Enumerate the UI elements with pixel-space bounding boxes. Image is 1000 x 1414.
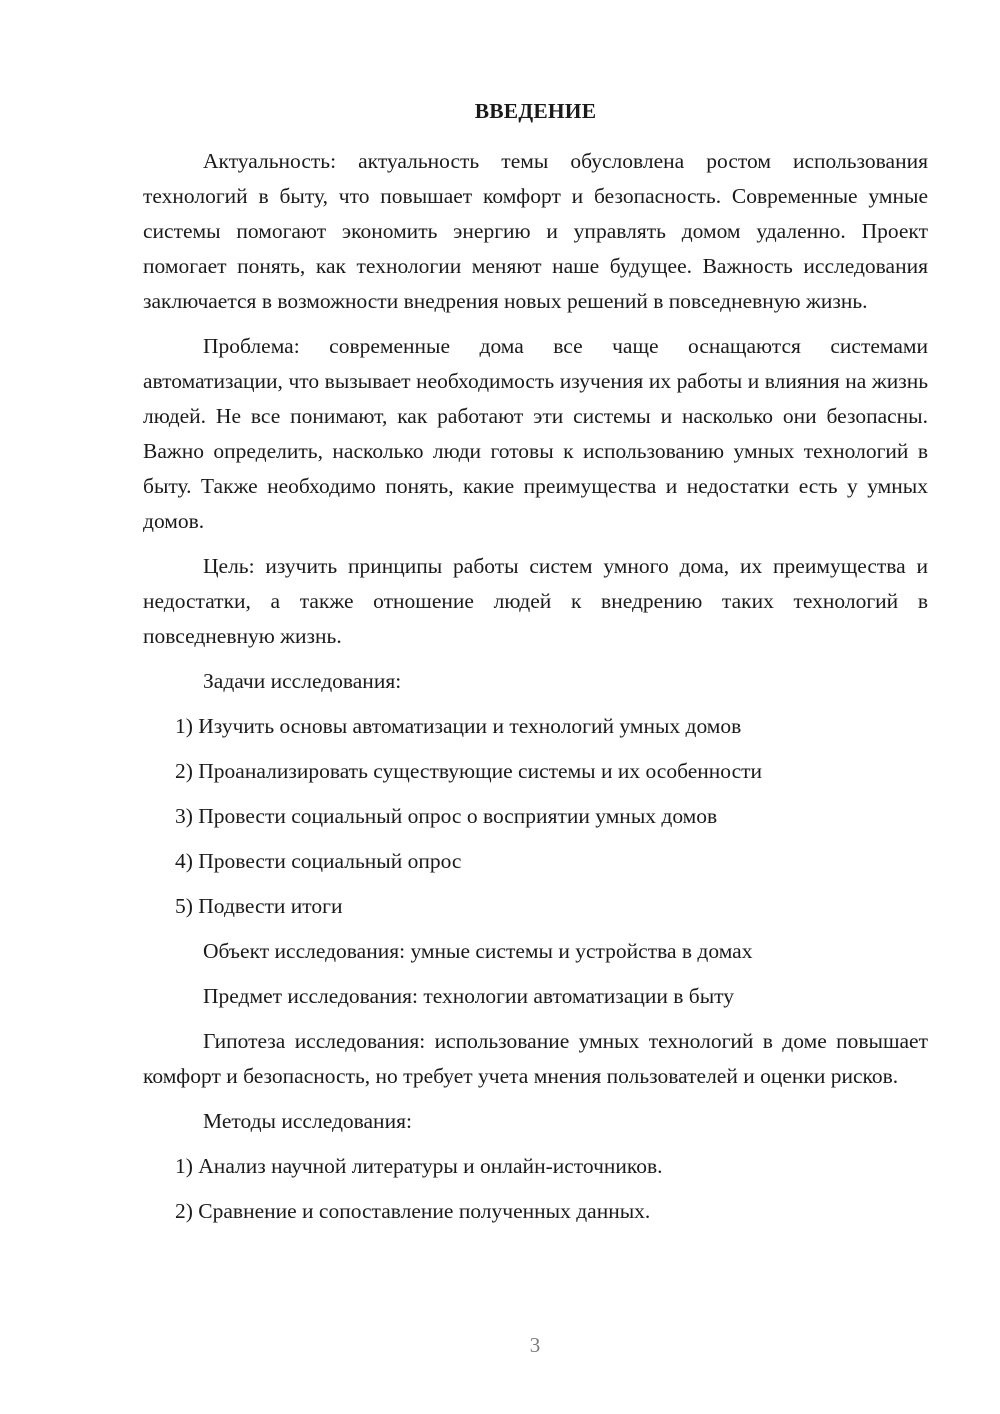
list-item: 2) Проанализировать существующие системы и их особенности — [175, 759, 763, 783]
object-line: Объект исследования: умные системы и устройства в домах — [203, 939, 753, 963]
methods-list — [143, 1149, 928, 1229]
methods-heading: Методы исследования: — [203, 1109, 412, 1133]
list-item: 1) Анализ научной литературы и онлайн-источников. — [175, 1154, 663, 1178]
document-page — [143, 96, 928, 1239]
tasks-heading: Задачи исследования: — [203, 669, 402, 693]
list-item: 1) Изучить основы автоматизации и технологий умных домов — [175, 714, 742, 738]
section-title: ВВЕДЕНИЕ — [474, 99, 597, 123]
problem-paragraph: Проблема: современные дома все чаще оснащаются системами автоматизации, что вызывает необходимость изучения их работы и влияния на жизнь людей. Не все понимают, как работают эти системы и насколько они безопасны. Важно определить, насколько люди готовы к использованию умных технологий в быту. Также необходимо понять, какие преимущества и недостатки есть у умных домов. — [143, 334, 928, 533]
list-item: 4) Провести социальный опрос — [175, 849, 462, 873]
page-number: 3 — [529, 1333, 541, 1357]
relevance-paragraph: Актуальность: актуальность темы обусловлена ростом использования технологий в быту, что повышает комфорт и безопасность. Современные умные системы помогают экономить энергию и управлять домом удаленно. Проект помогает понять, как технологии меняют наше будущее. Важность исследования заключается в возможности внедрения новых решений в повседневную жизнь. — [143, 149, 928, 313]
list-item: 3) Провести социальный опрос о восприятии умных домов — [175, 804, 718, 828]
goal-paragraph: Цель: изучить принципы работы систем умного дома, их преимущества и недостатки, а также отношение людей к внедрению таких технологий в повседневную жизнь. — [143, 554, 928, 648]
hypothesis-paragraph: Гипотеза исследования: использование умных технологий в доме повышает комфорт и безопасность, но требует учета мнения пользователей и оценки рисков. — [143, 1029, 928, 1088]
tasks-list — [143, 709, 928, 924]
list-item: 5) Подвести итоги — [175, 894, 343, 918]
list-item: 2) Сравнение и сопоставление полученных данных. — [175, 1199, 651, 1223]
subject-line: Предмет исследования: технологии автоматизации в быту — [203, 984, 735, 1008]
